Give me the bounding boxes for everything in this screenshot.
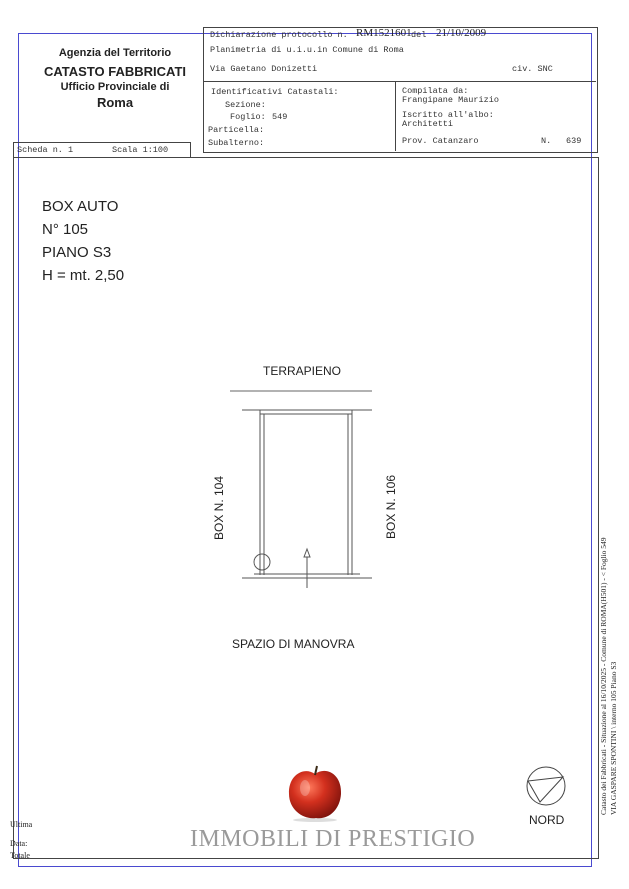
ufficio-label: Ufficio Provinciale di [60,81,170,93]
cadastral-stamp-line2: VIA GASPARE SPONTINI \ interno 105 Piano S3 [609,661,618,815]
del-label: del [411,30,427,40]
manovra-label: SPAZIO DI MANOVRA [232,637,355,651]
plan-title: Planimetria di u.i.u.in Comune di Roma [210,45,404,55]
protocol-label: Dichiarazione protocollo n. [210,30,348,40]
address: Via Gaetano Donizetti [210,64,318,74]
info-height: H = mt. 2,50 [42,267,125,284]
compilata-label: Compilata da: [402,86,469,96]
iscritto-value: Architetti [402,119,454,129]
info-box-number: N° 105 [42,221,89,238]
subalterno-label: Subalterno: [208,138,265,148]
terrapieno-label: TERRAPIENO [263,364,342,378]
protocol-number: RM1521601 [356,27,412,39]
catasto-title: CATASTO FABBRICATI [43,64,187,79]
agency-name: Agenzia del Territorio [58,47,172,59]
floor-plan [230,385,385,595]
protocol-date: 21/10/2009 [436,27,487,39]
foglio-value: 549 [272,112,288,122]
scala-label: Scala 1:100 [112,145,169,155]
frame-bottom-line [18,866,592,867]
divider-vertical [395,81,396,151]
city-label: Roma [96,95,134,110]
cadastral-stamp-line1: Catasto dei Fabbricati - Situazione al 16/10/2025 - Comune di ROMA(H501) - < Foglio 549 [599,537,608,815]
box-106-label: BOX N. 106 [384,474,398,539]
watermark-text: IMMOBILI DI PRESTIGIO [190,826,476,852]
north-label: NORD [529,813,565,827]
divider-after-protocol [203,81,596,82]
iscritto-label: Iscritto all'albo: [402,110,494,120]
totale-label: Totale [10,851,30,860]
data-label: Data: [10,839,28,848]
n-label: N. [541,136,552,146]
ident-label: Identificativi Catastali: [211,87,339,97]
sezione-label: Sezione: [225,100,266,110]
civic-number: civ. SNC [512,64,553,74]
info-box-auto: BOX AUTO [42,198,119,215]
north-compass-icon [525,765,567,807]
particella-label: Particella: [208,125,265,135]
foglio-label: Foglio: [230,112,266,122]
scheda-label: Scheda n. 1 [17,145,74,155]
info-floor: PIANO S3 [42,244,112,261]
pillar-circle [254,554,270,570]
prov-label: Prov. Catanzaro [402,136,479,146]
box-104-label: BOX N. 104 [212,475,226,540]
n-value: 639 [566,136,582,146]
ultima-label: Ultima [10,820,33,829]
compilata-value: Frangipane Maurizio [402,95,499,105]
entry-arrow-head [304,549,310,557]
apple-logo-icon [286,762,344,822]
